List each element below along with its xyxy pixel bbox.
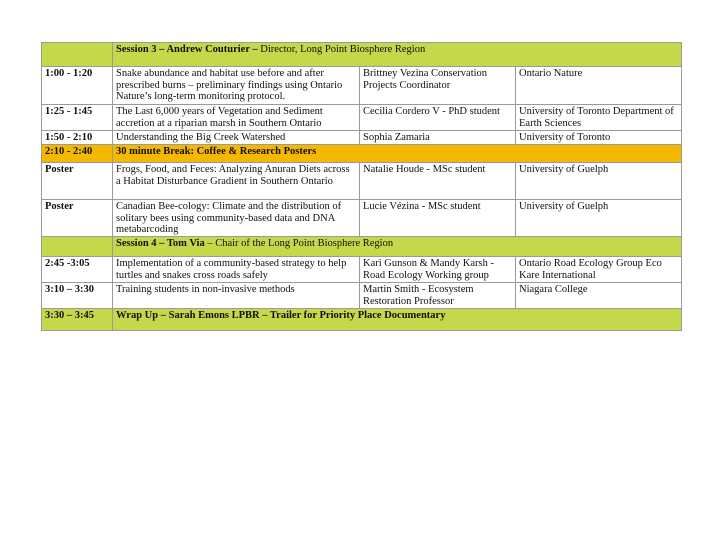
schedule-table [41, 42, 682, 331]
time-cell: Poster [42, 163, 113, 200]
time-cell: 3:10 – 3:30 [42, 283, 113, 309]
talk-title-cell: The Last 6,000 years of Vegetation and Sediment accretion at a riparian marsh in Southern Ontario [113, 105, 360, 131]
schedule-row [42, 67, 682, 105]
time-cell: 1:25 - 1:45 [42, 105, 113, 131]
break-label: 30 minute Break: Coffee & Research Posters [113, 145, 682, 163]
session-4-header: Session 4 – Tom Via – Chair of the Long Point Biosphere Region [113, 237, 682, 257]
speaker-cell: Natalie Houde - MSc student [360, 163, 516, 200]
time-cell: Poster [42, 200, 113, 237]
speaker-cell: Lucie Vézina - MSc student [360, 200, 516, 237]
poster-row [42, 163, 682, 200]
talk-title-cell: Canadian Bee-cology: Climate and the distribution of solitary bees using community-based data and DNA metabarcoding [113, 200, 360, 237]
organization-cell: Niagara College [516, 283, 682, 309]
time-cell: 1:50 - 2:10 [42, 131, 113, 145]
speaker-cell: Kari Gunson & Mandy Karsh - Road Ecology Working group [360, 257, 516, 283]
speaker-cell: Brittney Vezina Conservation Projects Coordinator [360, 67, 516, 105]
poster-row [42, 200, 682, 237]
organization-cell: University of Guelph [516, 163, 682, 200]
speaker-cell: Sophia Zamaria [360, 131, 516, 145]
talk-title-cell: Frogs, Food, and Feces: Analyzing Anuran Diets across a Habitat Disturbance Gradient in Southern Ontario [113, 163, 360, 200]
organization-cell: Ontario Nature [516, 67, 682, 105]
session-3-header-row [42, 43, 682, 67]
break-row [42, 145, 682, 163]
time-cell: 2:45 -3:05 [42, 257, 113, 283]
talk-title-cell: Snake abundance and habitat use before and after prescribed burns – preliminary findings using Ontario Nature’s long-term monitoring protocol. [113, 67, 360, 105]
organization-cell: University of Toronto [516, 131, 682, 145]
schedule-row [42, 257, 682, 283]
schedule-row [42, 105, 682, 131]
time-cell: 1:00 - 1:20 [42, 67, 113, 105]
blank-cell [42, 43, 113, 67]
organization-cell: Ontario Road Ecology Group Eco Kare International [516, 257, 682, 283]
time-cell: 2:10 - 2:40 [42, 145, 113, 163]
wrap-up-row [42, 309, 682, 331]
blank-cell [42, 237, 113, 257]
talk-title-cell: Implementation of a community-based strategy to help turtles and snakes cross roads safely [113, 257, 360, 283]
schedule-row [42, 131, 682, 145]
speaker-cell: Cecilia Cordero V - PhD student [360, 105, 516, 131]
talk-title-cell: Training students in non-invasive methods [113, 283, 360, 309]
wrap-up-label: Wrap Up – Sarah Emons LPBR – Trailer for Priority Place Documentary [113, 309, 682, 331]
talk-title-cell: Understanding the Big Creek Watershed [113, 131, 360, 145]
organization-cell: University of Toronto Department of Earth Sciences [516, 105, 682, 131]
speaker-cell: Martin Smith - Ecosystem Restoration Professor [360, 283, 516, 309]
organization-cell: University of Guelph [516, 200, 682, 237]
session-4-header-row [42, 237, 682, 257]
time-cell: 3:30 – 3:45 [42, 309, 113, 331]
schedule-row [42, 283, 682, 309]
session-3-header: Session 3 – Andrew Couturier – Director, Long Point Biosphere Region [113, 43, 682, 67]
